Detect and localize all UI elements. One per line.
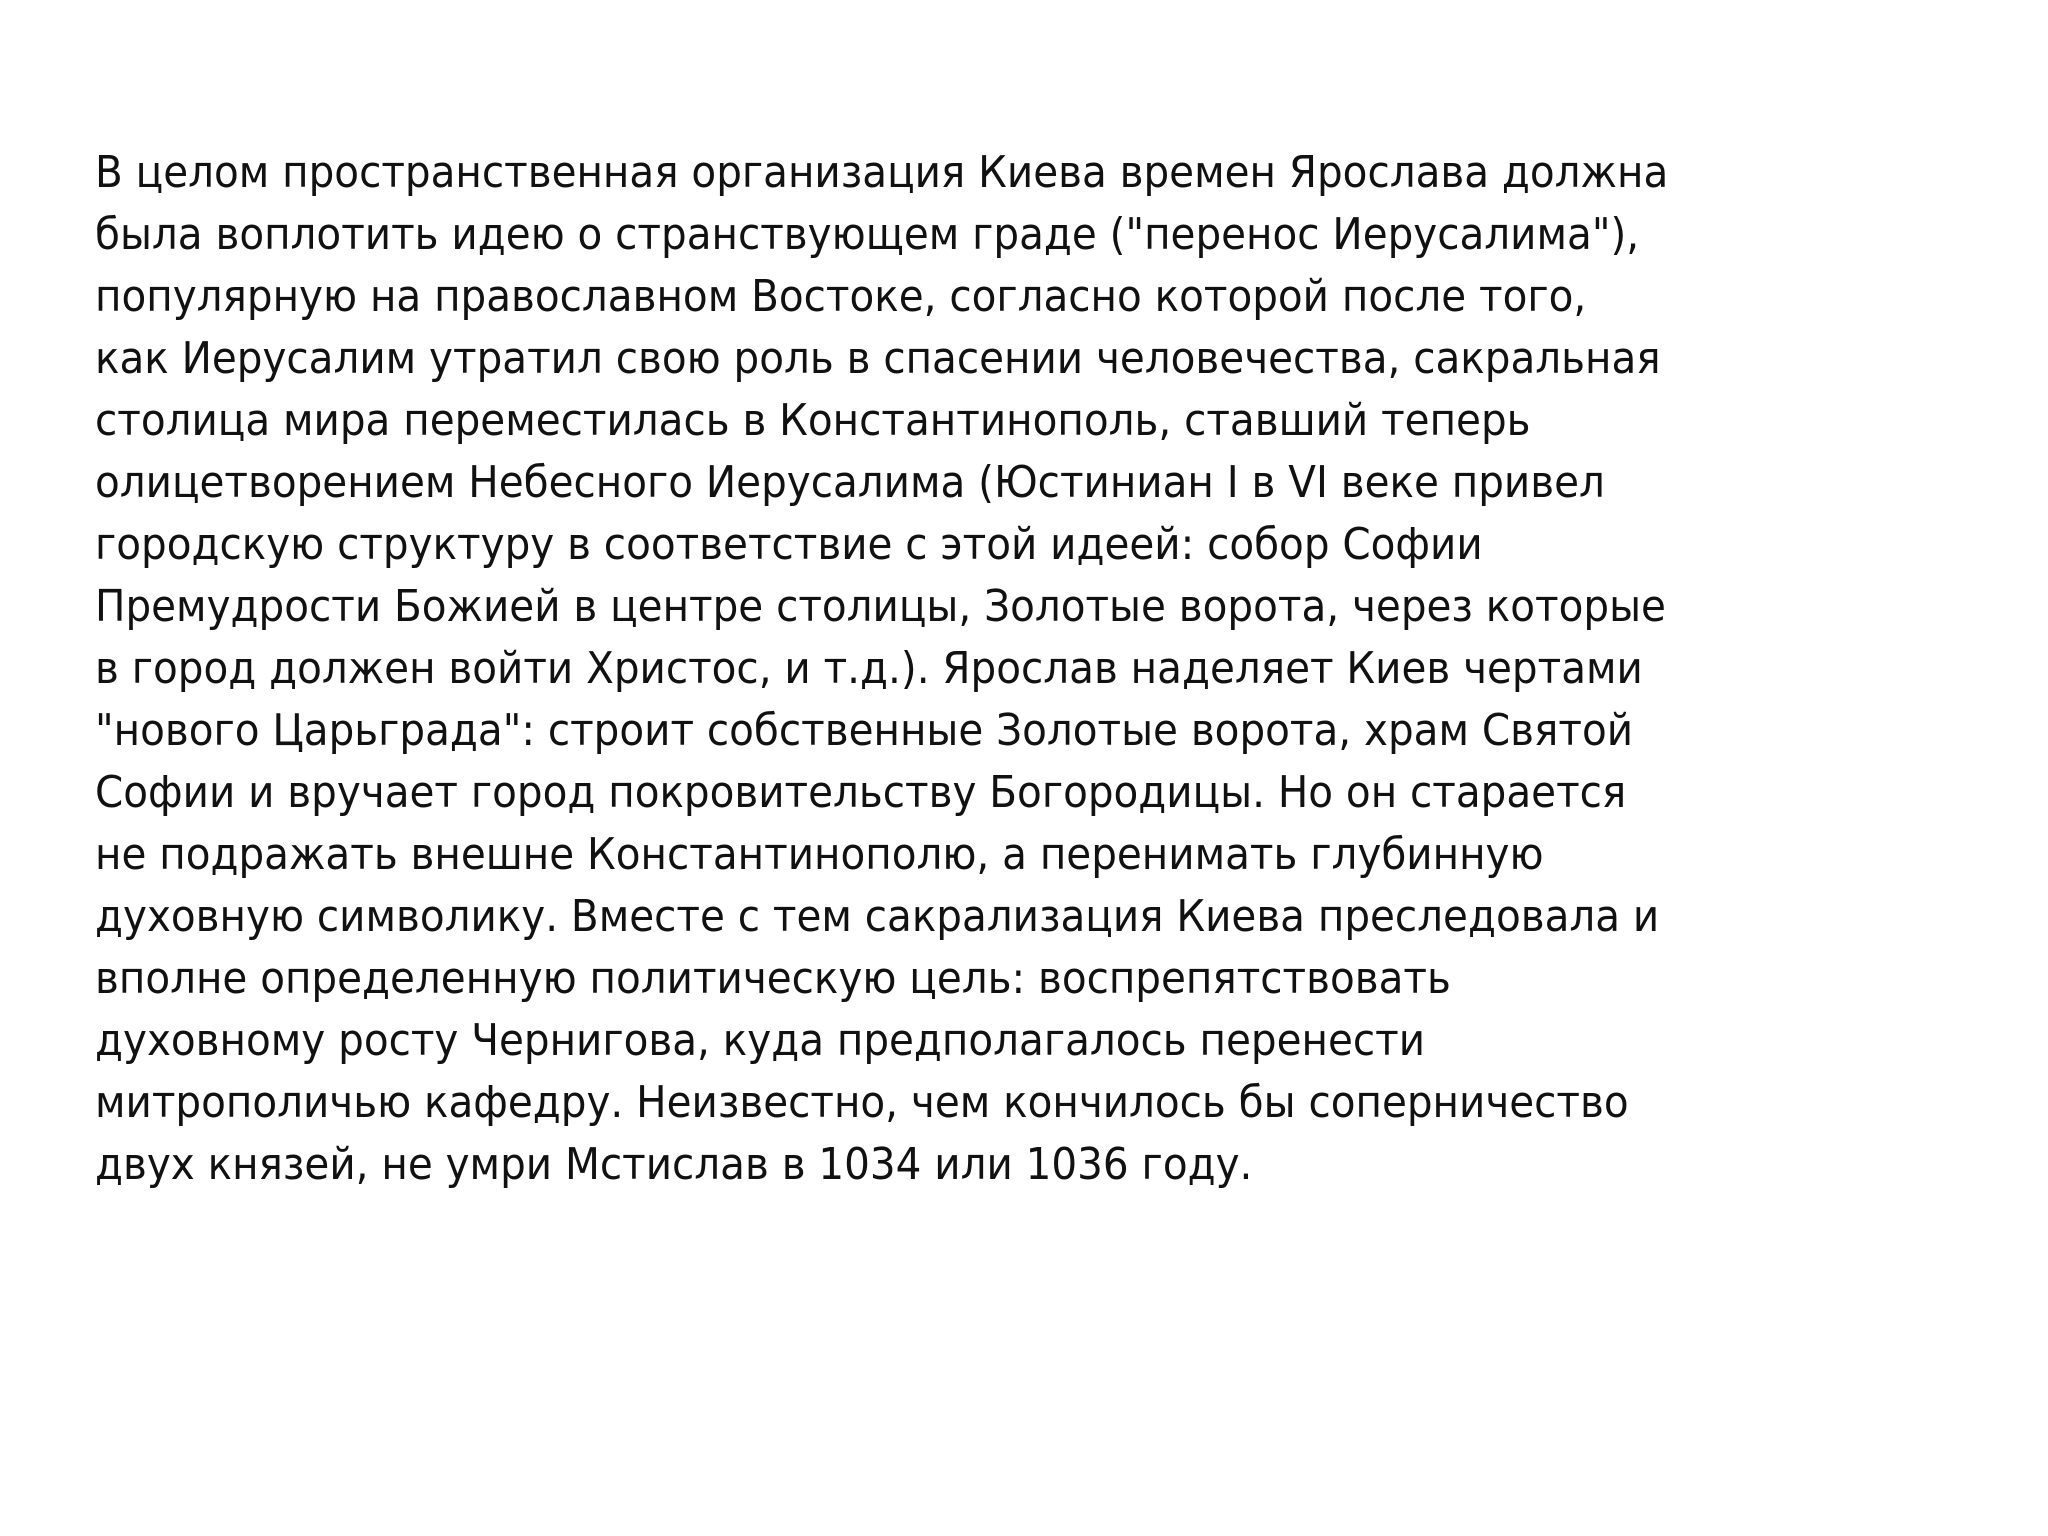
text-line: В целом пространственная организация Киева времен Ярослава должна	[95, 147, 1669, 198]
text-line: в город должен войти Христос, и т.д.). Ярослав наделяет Киев чертами	[95, 643, 1643, 694]
text-line: двух князей, не умри Мстислав в 1034 или 1036 году.	[95, 1139, 1253, 1190]
text-line: митрополичью кафедру. Неизвестно, чем кончилось бы соперничество	[95, 1077, 1629, 1128]
text-line: не подражать внешне Константинополю, а перенимать глубинную	[95, 829, 1544, 880]
text-line: Софии и вручает город покровительству Богородицы. Но он старается	[95, 767, 1627, 818]
text-line: духовную символику. Вместе с тем сакрализация Киева преследовала и	[95, 891, 1660, 942]
text-line: столица мира переместилась в Константинополь, ставший теперь	[95, 395, 1531, 446]
text-line: вполне определенную политическую цель: воспрепятствовать	[95, 953, 1451, 1004]
text-line: была воплотить идею о странствующем граде ("перенос Иерусалима"),	[95, 209, 1640, 260]
text-line: популярную на православном Востоке, согласно которой после того,	[95, 271, 1587, 322]
text-line: духовному росту Чернигова, куда предполагалось перенести	[95, 1015, 1426, 1066]
text-line: как Иерусалим утратил свою роль в спасении человечества, сакральная	[95, 333, 1661, 384]
text-line: городскую структуру в соответствие с этой идеей: собор Софии	[95, 519, 1483, 570]
text-line: олицетворением Небесного Иерусалима (Юстиниан I в VI веке привел	[95, 457, 1605, 508]
text-line: Премудрости Божией в центре столицы, Золотые ворота, через которые	[95, 581, 1666, 632]
body-text	[95, 142, 1975, 1196]
text-line: "нового Царьграда": строит собственные Золотые ворота, храм Святой	[95, 705, 1634, 756]
